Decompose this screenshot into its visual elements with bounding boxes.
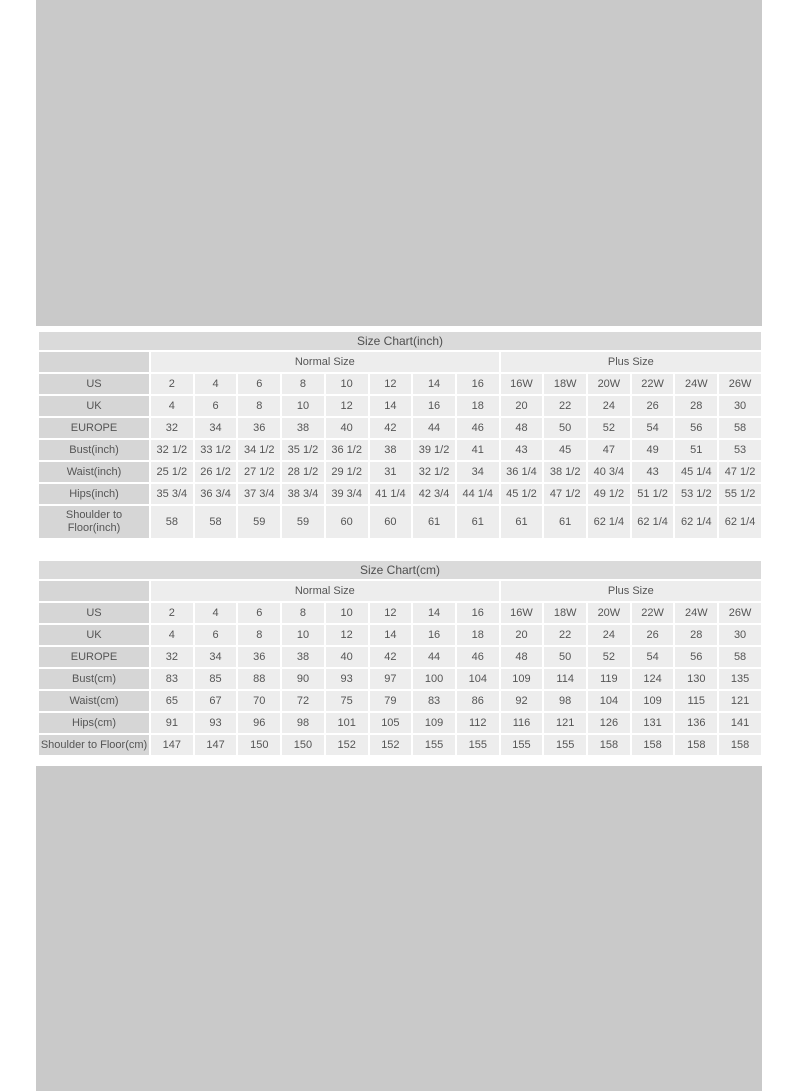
- size-value: 109: [413, 713, 455, 733]
- size-value: 136: [675, 713, 717, 733]
- row-label: Shoulder to Floor(cm): [39, 735, 149, 755]
- size-value: 158: [675, 735, 717, 755]
- size-value: 60: [326, 506, 368, 538]
- size-value: 32: [151, 418, 193, 438]
- size-value: 135: [719, 669, 761, 689]
- size-value: 109: [501, 669, 543, 689]
- size-value: 14: [413, 374, 455, 394]
- size-value: 12: [326, 625, 368, 645]
- product-image-placeholder-bottom: [36, 766, 762, 1091]
- size-value: 86: [457, 691, 499, 711]
- table-title: Size Chart(cm): [39, 561, 761, 579]
- size-value: 59: [282, 506, 324, 538]
- size-group-header: Normal Size: [151, 581, 499, 601]
- size-value: 16W: [501, 603, 543, 623]
- size-value: 52: [588, 418, 630, 438]
- size-value: 48: [501, 647, 543, 667]
- size-value: 93: [195, 713, 237, 733]
- size-value: 32 1/2: [413, 462, 455, 482]
- size-value: 20: [501, 396, 543, 416]
- size-value: 55 1/2: [719, 484, 761, 504]
- size-value: 158: [632, 735, 674, 755]
- size-value: 48: [501, 418, 543, 438]
- size-value: 12: [326, 396, 368, 416]
- size-value: 41: [457, 440, 499, 460]
- size-value: 155: [501, 735, 543, 755]
- size-value: 40: [326, 647, 368, 667]
- size-value: 46: [457, 418, 499, 438]
- product-image-placeholder-top: [36, 0, 762, 326]
- size-value: 158: [588, 735, 630, 755]
- size-value: 58: [719, 418, 761, 438]
- size-value: 6: [238, 374, 280, 394]
- size-value: 150: [282, 735, 324, 755]
- table-row: [39, 396, 761, 416]
- size-value: 105: [370, 713, 412, 733]
- row-label: Bust(cm): [39, 669, 149, 689]
- size-value: 124: [632, 669, 674, 689]
- size-value: 59: [238, 506, 280, 538]
- size-value: 126: [588, 713, 630, 733]
- size-value: 93: [326, 669, 368, 689]
- size-value: 49 1/2: [588, 484, 630, 504]
- size-value: 16: [457, 603, 499, 623]
- size-value: 130: [675, 669, 717, 689]
- size-value: 152: [370, 735, 412, 755]
- size-value: 34 1/2: [238, 440, 280, 460]
- size-value: 8: [282, 374, 324, 394]
- size-value: 35 3/4: [151, 484, 193, 504]
- size-value: 10: [326, 603, 368, 623]
- size-value: 10: [282, 625, 324, 645]
- row-label: US: [39, 603, 149, 623]
- size-value: 6: [195, 396, 237, 416]
- size-value: 101: [326, 713, 368, 733]
- size-value: 12: [370, 603, 412, 623]
- size-value: 104: [588, 691, 630, 711]
- size-value: 40: [326, 418, 368, 438]
- size-value: 109: [632, 691, 674, 711]
- size-value: 155: [413, 735, 455, 755]
- size-value: 16: [457, 374, 499, 394]
- size-value: 20W: [588, 374, 630, 394]
- size-value: 34: [457, 462, 499, 482]
- size-value: 56: [675, 647, 717, 667]
- size-value: 25 1/2: [151, 462, 193, 482]
- size-value: 75: [326, 691, 368, 711]
- size-value: 98: [544, 691, 586, 711]
- table-row: [39, 669, 761, 689]
- size-value: 24: [588, 396, 630, 416]
- size-value: 26W: [719, 603, 761, 623]
- size-value: 47 1/2: [544, 484, 586, 504]
- size-value: 4: [151, 396, 193, 416]
- size-value: 37 3/4: [238, 484, 280, 504]
- size-value: 131: [632, 713, 674, 733]
- size-value: 20: [501, 625, 543, 645]
- size-value: 62 1/4: [588, 506, 630, 538]
- table-row: [39, 440, 761, 460]
- size-chart-inch-table: [37, 330, 763, 540]
- size-value: 20W: [588, 603, 630, 623]
- size-value: 32: [151, 647, 193, 667]
- row-label: Shoulder to Floor(inch): [39, 506, 149, 538]
- size-value: 115: [675, 691, 717, 711]
- size-value: 29 1/2: [326, 462, 368, 482]
- table-row: [39, 625, 761, 645]
- table-row: [39, 647, 761, 667]
- size-value: 44: [413, 418, 455, 438]
- size-value: 26 1/2: [195, 462, 237, 482]
- size-value: 147: [195, 735, 237, 755]
- table-title: Size Chart(inch): [39, 332, 761, 350]
- size-value: 50: [544, 647, 586, 667]
- size-value: 141: [719, 713, 761, 733]
- size-value: 42: [370, 418, 412, 438]
- size-value: 36 1/2: [326, 440, 368, 460]
- size-group-header: Plus Size: [501, 352, 761, 372]
- size-value: 158: [719, 735, 761, 755]
- size-value: 26: [632, 396, 674, 416]
- size-value: 16: [413, 396, 455, 416]
- size-value: 24: [588, 625, 630, 645]
- size-value: 56: [675, 418, 717, 438]
- size-value: 61: [457, 506, 499, 538]
- row-label: US: [39, 374, 149, 394]
- size-value: 112: [457, 713, 499, 733]
- size-value: 12: [370, 374, 412, 394]
- size-value: 30: [719, 396, 761, 416]
- size-value: 43: [501, 440, 543, 460]
- size-value: 58: [151, 506, 193, 538]
- size-group-header: Normal Size: [151, 352, 499, 372]
- size-value: 147: [151, 735, 193, 755]
- size-value: 98: [282, 713, 324, 733]
- size-value: 10: [326, 374, 368, 394]
- size-value: 35 1/2: [282, 440, 324, 460]
- size-value: 4: [151, 625, 193, 645]
- size-value: 6: [238, 603, 280, 623]
- size-value: 53 1/2: [675, 484, 717, 504]
- size-value: 46: [457, 647, 499, 667]
- size-value: 51 1/2: [632, 484, 674, 504]
- size-value: 22W: [632, 603, 674, 623]
- size-value: 114: [544, 669, 586, 689]
- row-label: Waist(cm): [39, 691, 149, 711]
- size-value: 16: [413, 625, 455, 645]
- size-value: 8: [238, 396, 280, 416]
- row-label: Bust(inch): [39, 440, 149, 460]
- size-value: 38 3/4: [282, 484, 324, 504]
- size-group-header: Plus Size: [501, 581, 761, 601]
- size-chart-cm-table: [37, 559, 763, 757]
- size-value: 97: [370, 669, 412, 689]
- size-value: 39 1/2: [413, 440, 455, 460]
- size-value: 50: [544, 418, 586, 438]
- size-value: 121: [719, 691, 761, 711]
- size-value: 152: [326, 735, 368, 755]
- size-value: 42: [370, 647, 412, 667]
- size-value: 47 1/2: [719, 462, 761, 482]
- size-value: 96: [238, 713, 280, 733]
- size-value: 22: [544, 625, 586, 645]
- size-value: 58: [195, 506, 237, 538]
- size-value: 38: [282, 418, 324, 438]
- table-row: [39, 484, 761, 504]
- size-value: 36 1/4: [501, 462, 543, 482]
- size-value: 42 3/4: [413, 484, 455, 504]
- size-value: 79: [370, 691, 412, 711]
- size-value: 38: [370, 440, 412, 460]
- size-value: 119: [588, 669, 630, 689]
- table-row: [39, 506, 761, 538]
- size-value: 47: [588, 440, 630, 460]
- size-value: 116: [501, 713, 543, 733]
- size-value: 100: [413, 669, 455, 689]
- table-row: [39, 462, 761, 482]
- size-value: 38 1/2: [544, 462, 586, 482]
- size-value: 155: [457, 735, 499, 755]
- size-value: 88: [238, 669, 280, 689]
- size-value: 83: [413, 691, 455, 711]
- size-value: 53: [719, 440, 761, 460]
- size-value: 27 1/2: [238, 462, 280, 482]
- row-label: Waist(inch): [39, 462, 149, 482]
- size-value: 18W: [544, 374, 586, 394]
- size-value: 60: [370, 506, 412, 538]
- size-value: 33 1/2: [195, 440, 237, 460]
- size-value: 24W: [675, 603, 717, 623]
- size-value: 54: [632, 418, 674, 438]
- size-value: 32 1/2: [151, 440, 193, 460]
- table-row: [39, 691, 761, 711]
- row-label: Hips(inch): [39, 484, 149, 504]
- table-row: [39, 735, 761, 755]
- size-value: 44 1/4: [457, 484, 499, 504]
- size-value: 14: [370, 396, 412, 416]
- size-value: 65: [151, 691, 193, 711]
- size-value: 34: [195, 418, 237, 438]
- size-value: 10: [282, 396, 324, 416]
- size-value: 62 1/4: [719, 506, 761, 538]
- size-value: 62 1/4: [632, 506, 674, 538]
- size-value: 43: [632, 462, 674, 482]
- size-value: 2: [151, 603, 193, 623]
- size-value: 24W: [675, 374, 717, 394]
- size-value: 28 1/2: [282, 462, 324, 482]
- size-value: 8: [238, 625, 280, 645]
- size-value: 44: [413, 647, 455, 667]
- size-value: 28: [675, 625, 717, 645]
- size-value: 28: [675, 396, 717, 416]
- size-value: 91: [151, 713, 193, 733]
- size-value: 2: [151, 374, 193, 394]
- size-value: 92: [501, 691, 543, 711]
- size-value: 36: [238, 418, 280, 438]
- size-value: 14: [413, 603, 455, 623]
- size-value: 4: [195, 603, 237, 623]
- size-value: 51: [675, 440, 717, 460]
- table-row: [39, 374, 761, 394]
- size-value: 61: [413, 506, 455, 538]
- row-label: EUROPE: [39, 418, 149, 438]
- size-value: 26W: [719, 374, 761, 394]
- size-value: 49: [632, 440, 674, 460]
- size-value: 85: [195, 669, 237, 689]
- size-value: 40 3/4: [588, 462, 630, 482]
- table-row: [39, 713, 761, 733]
- size-value: 70: [238, 691, 280, 711]
- size-value: 67: [195, 691, 237, 711]
- row-label: UK: [39, 625, 149, 645]
- size-value: 58: [719, 647, 761, 667]
- size-value: 31: [370, 462, 412, 482]
- size-value: 45: [544, 440, 586, 460]
- size-value: 6: [195, 625, 237, 645]
- size-value: 90: [282, 669, 324, 689]
- size-value: 4: [195, 374, 237, 394]
- size-value: 8: [282, 603, 324, 623]
- size-value: 41 1/4: [370, 484, 412, 504]
- size-value: 61: [544, 506, 586, 538]
- size-value: 22: [544, 396, 586, 416]
- size-value: 72: [282, 691, 324, 711]
- size-value: 22W: [632, 374, 674, 394]
- size-value: 38: [282, 647, 324, 667]
- size-value: 36: [238, 647, 280, 667]
- size-value: 52: [588, 647, 630, 667]
- size-value: 26: [632, 625, 674, 645]
- size-value: 34: [195, 647, 237, 667]
- corner-cell: [39, 581, 149, 601]
- size-value: 14: [370, 625, 412, 645]
- size-value: 16W: [501, 374, 543, 394]
- size-value: 18W: [544, 603, 586, 623]
- size-value: 61: [501, 506, 543, 538]
- row-label: UK: [39, 396, 149, 416]
- size-value: 45 1/4: [675, 462, 717, 482]
- size-value: 150: [238, 735, 280, 755]
- size-value: 30: [719, 625, 761, 645]
- size-value: 54: [632, 647, 674, 667]
- size-value: 83: [151, 669, 193, 689]
- size-value: 121: [544, 713, 586, 733]
- corner-cell: [39, 352, 149, 372]
- size-value: 18: [457, 625, 499, 645]
- size-value: 18: [457, 396, 499, 416]
- row-label: Hips(cm): [39, 713, 149, 733]
- table-row: [39, 418, 761, 438]
- row-label: EUROPE: [39, 647, 149, 667]
- size-value: 36 3/4: [195, 484, 237, 504]
- size-value: 62 1/4: [675, 506, 717, 538]
- size-value: 45 1/2: [501, 484, 543, 504]
- size-value: 39 3/4: [326, 484, 368, 504]
- table-row: [39, 603, 761, 623]
- size-value: 155: [544, 735, 586, 755]
- size-value: 104: [457, 669, 499, 689]
